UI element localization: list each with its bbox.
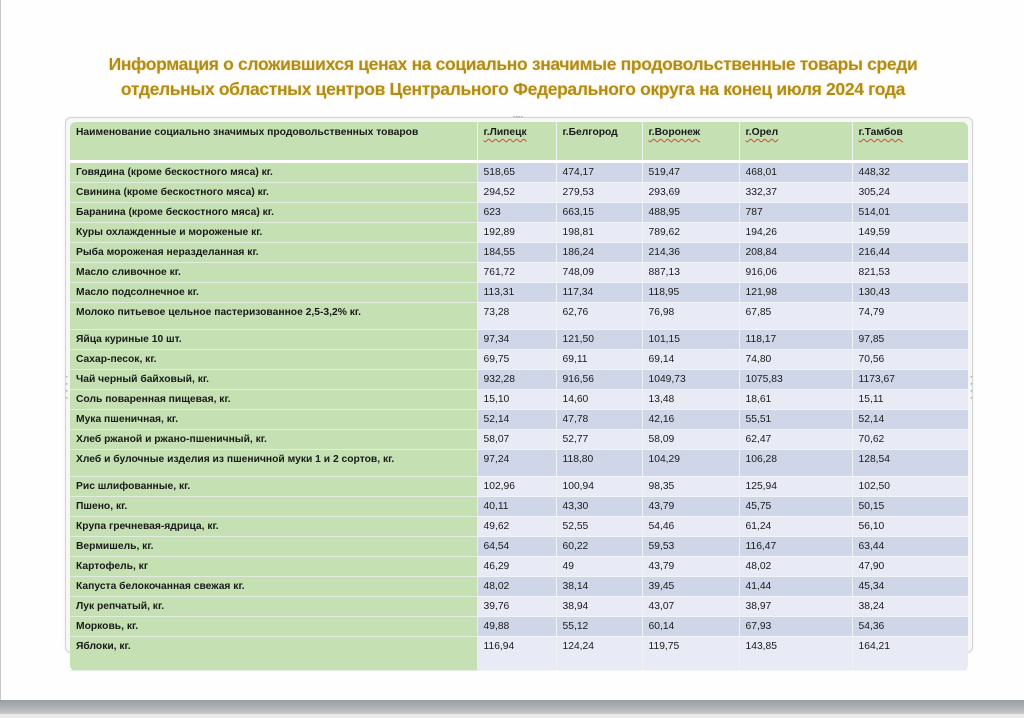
price-cell: 38,24 [852, 597, 968, 617]
price-cell: 13,48 [642, 390, 739, 410]
price-cell: 149,59 [852, 223, 968, 243]
price-cell: 821,53 [852, 263, 968, 283]
product-name-cell: Яйца куриные 10 шт. [70, 330, 477, 350]
prices-table [70, 122, 968, 671]
price-cell: 118,95 [642, 283, 739, 303]
price-cell: 49,62 [477, 517, 556, 537]
price-cell: 67,93 [739, 617, 852, 637]
product-name-cell: Рис шлифованные, кг. [70, 477, 477, 497]
price-cell: 887,13 [642, 263, 739, 283]
price-cell: 48,02 [477, 577, 556, 597]
price-cell: 52,14 [477, 410, 556, 430]
price-cell: 116,94 [477, 637, 556, 671]
price-cell: 916,06 [739, 263, 852, 283]
resize-handle-top[interactable]: ▪▪▪▪ [513, 114, 523, 121]
price-cell: 48,02 [739, 557, 852, 577]
price-cell: 130,43 [852, 283, 968, 303]
price-cell: 184,55 [477, 243, 556, 263]
price-cell: 1049,73 [642, 370, 739, 390]
price-cell: 39,45 [642, 577, 739, 597]
price-cell: 15,11 [852, 390, 968, 410]
product-name-cell: Лук репчатый, кг. [70, 597, 477, 617]
price-cell: 43,79 [642, 557, 739, 577]
price-cell: 488,95 [642, 203, 739, 223]
price-cell: 474,17 [556, 162, 642, 183]
price-cell: 38,97 [739, 597, 852, 617]
price-cell: 100,94 [556, 477, 642, 497]
price-cell: 761,72 [477, 263, 556, 283]
product-name-cell: Куры охлажденные и мороженые кг. [70, 223, 477, 243]
price-cell: 789,62 [642, 223, 739, 243]
price-cell: 101,15 [642, 330, 739, 350]
price-cell: 118,80 [556, 450, 642, 477]
price-cell: 1173,67 [852, 370, 968, 390]
column-header-product: Наименование социально значимых продовольственных товаров [70, 122, 477, 162]
table-row [70, 430, 968, 450]
price-cell: 46,29 [477, 557, 556, 577]
column-header-city [556, 122, 642, 162]
price-cell: 58,09 [642, 430, 739, 450]
price-cell: 113,31 [477, 283, 556, 303]
city-label: г.Воронеж [648, 127, 701, 138]
price-cell: 49,88 [477, 617, 556, 637]
price-cell: 47,90 [852, 557, 968, 577]
product-name-cell: Чай черный байховый, кг. [70, 370, 477, 390]
table-row [70, 263, 968, 283]
column-header-city [477, 122, 556, 162]
price-cell: 74,80 [739, 350, 852, 370]
product-name-cell: Хлеб ржаной и ржано-пшеничный, кг. [70, 430, 477, 450]
product-name-cell: Мука пшеничная, кг. [70, 410, 477, 430]
product-name-cell: Рыба мороженая неразделанная кг. [70, 243, 477, 263]
product-name-cell: Пшено, кг. [70, 497, 477, 517]
column-header-city [739, 122, 852, 162]
price-cell: 52,77 [556, 430, 642, 450]
price-cell: 305,24 [852, 183, 968, 203]
price-cell: 119,75 [642, 637, 739, 671]
price-cell: 294,52 [477, 183, 556, 203]
price-cell: 39,76 [477, 597, 556, 617]
table-row [70, 203, 968, 223]
price-cell: 40,11 [477, 497, 556, 517]
price-cell: 125,94 [739, 477, 852, 497]
city-label: г.Орел [745, 127, 779, 138]
table-row [70, 537, 968, 557]
price-cell: 468,01 [739, 162, 852, 183]
price-cell: 54,36 [852, 617, 968, 637]
table-row [70, 517, 968, 537]
product-name-cell: Свинина (кроме бескостного мяса) кг. [70, 183, 477, 203]
price-cell: 47,78 [556, 410, 642, 430]
price-cell: 55,12 [556, 617, 642, 637]
price-cell: 15,10 [477, 390, 556, 410]
price-cell: 45,34 [852, 577, 968, 597]
price-cell: 67,85 [739, 303, 852, 330]
table-row [70, 477, 968, 497]
table-row [70, 497, 968, 517]
price-cell: 76,98 [642, 303, 739, 330]
price-cell: 279,53 [556, 183, 642, 203]
price-cell: 124,24 [556, 637, 642, 671]
price-cell: 69,11 [556, 350, 642, 370]
price-cell: 116,47 [739, 537, 852, 557]
title-line-1: Информация о сложившихся ценах на социально значимые продовольственные товары среди [108, 54, 918, 74]
price-cell: 73,28 [477, 303, 556, 330]
price-cell: 52,55 [556, 517, 642, 537]
price-cell: 54,46 [642, 517, 739, 537]
price-cell: 38,94 [556, 597, 642, 617]
table-row [70, 350, 968, 370]
price-cell: 102,96 [477, 477, 556, 497]
price-cell: 194,26 [739, 223, 852, 243]
price-cell: 70,56 [852, 350, 968, 370]
city-label: г.Липецк [483, 127, 527, 138]
price-cell: 74,79 [852, 303, 968, 330]
price-cell: 50,15 [852, 497, 968, 517]
table-header-row [70, 122, 968, 162]
price-cell: 748,09 [556, 263, 642, 283]
price-cell: 293,69 [642, 183, 739, 203]
product-name-cell: Молоко питьевое цельное пастеризованное 2,5-3,2% кг. [70, 303, 477, 330]
product-name-cell: Крупа гречневая-ядрица, кг. [70, 517, 477, 537]
table-row [70, 283, 968, 303]
price-cell: 1075,83 [739, 370, 852, 390]
product-name-cell: Картофель, кг [70, 557, 477, 577]
price-cell: 332,37 [739, 183, 852, 203]
price-cell: 43,30 [556, 497, 642, 517]
price-cell: 55,51 [739, 410, 852, 430]
document-title [41, 52, 985, 102]
price-cell: 63,44 [852, 537, 968, 557]
price-cell: 42,16 [642, 410, 739, 430]
product-name-cell: Морковь, кг. [70, 617, 477, 637]
table-row [70, 303, 968, 330]
resize-handle-left[interactable]: ▪▪▪▪ [63, 374, 70, 402]
price-cell: 186,24 [556, 243, 642, 263]
product-name-cell: Баранина (кроме бескостного мяса) кг. [70, 203, 477, 223]
resize-handle-right[interactable]: ▪▪▪▪ [968, 374, 975, 402]
price-cell: 98,35 [642, 477, 739, 497]
price-cell: 70,62 [852, 430, 968, 450]
window-bottom-bar [0, 700, 1024, 718]
product-name-cell: Капуста белокочанная свежая кг. [70, 577, 477, 597]
price-cell: 214,36 [642, 243, 739, 263]
table-row [70, 370, 968, 390]
price-cell: 623 [477, 203, 556, 223]
price-cell: 121,50 [556, 330, 642, 350]
product-name-cell: Хлеб и булочные изделия из пшеничной муки 1 и 2 сортов, кг. [70, 450, 477, 477]
price-cell: 18,61 [739, 390, 852, 410]
product-name-cell: Вермишель, кг. [70, 537, 477, 557]
price-cell: 192,89 [477, 223, 556, 243]
price-cell: 448,32 [852, 162, 968, 183]
table-body [70, 162, 968, 671]
price-cell: 41,44 [739, 577, 852, 597]
price-cell: 64,54 [477, 537, 556, 557]
price-cell: 49 [556, 557, 642, 577]
product-name-cell: Яблоки, кг. [70, 637, 477, 671]
product-name-cell: Масло подсолнечное кг. [70, 283, 477, 303]
table-row [70, 557, 968, 577]
column-header-city [642, 122, 739, 162]
price-cell: 97,34 [477, 330, 556, 350]
price-cell: 787 [739, 203, 852, 223]
column-header-city [852, 122, 968, 162]
price-cell: 52,14 [852, 410, 968, 430]
price-cell: 38,14 [556, 577, 642, 597]
product-name-cell: Соль поваренная пищевая, кг. [70, 390, 477, 410]
product-name-cell: Масло сливочное кг. [70, 263, 477, 283]
table-row [70, 183, 968, 203]
price-cell: 43,79 [642, 497, 739, 517]
price-cell: 519,47 [642, 162, 739, 183]
table-row [70, 390, 968, 410]
price-cell: 60,22 [556, 537, 642, 557]
price-cell: 128,54 [852, 450, 968, 477]
price-cell: 60,14 [642, 617, 739, 637]
table-row [70, 450, 968, 477]
price-cell: 198,81 [556, 223, 642, 243]
table-row [70, 410, 968, 430]
table-frame [63, 114, 975, 653]
price-cell: 62,47 [739, 430, 852, 450]
price-cell: 514,01 [852, 203, 968, 223]
status-strip [0, 714, 1024, 718]
price-cell: 61,24 [739, 517, 852, 537]
price-cell: 663,15 [556, 203, 642, 223]
price-cell: 916,56 [556, 370, 642, 390]
price-cell: 45,75 [739, 497, 852, 517]
table-row [70, 162, 968, 183]
price-cell: 104,29 [642, 450, 739, 477]
price-cell: 56,10 [852, 517, 968, 537]
price-cell: 121,98 [739, 283, 852, 303]
price-cell: 14,60 [556, 390, 642, 410]
price-cell: 118,17 [739, 330, 852, 350]
price-cell: 102,50 [852, 477, 968, 497]
table-row [70, 330, 968, 350]
price-cell: 932,28 [477, 370, 556, 390]
table-row [70, 637, 968, 671]
price-cell: 97,24 [477, 450, 556, 477]
price-cell: 106,28 [739, 450, 852, 477]
table-row [70, 223, 968, 243]
price-cell: 69,14 [642, 350, 739, 370]
price-cell: 117,34 [556, 283, 642, 303]
city-label: г.Белгород [562, 127, 618, 138]
table-row [70, 597, 968, 617]
table-row [70, 577, 968, 597]
price-cell: 58,07 [477, 430, 556, 450]
price-cell: 518,65 [477, 162, 556, 183]
price-cell: 143,85 [739, 637, 852, 671]
table-row [70, 617, 968, 637]
price-cell: 62,76 [556, 303, 642, 330]
price-cell: 164,21 [852, 637, 968, 671]
price-cell: 59,53 [642, 537, 739, 557]
price-cell: 208,84 [739, 243, 852, 263]
product-name-cell: Говядина (кроме бескостного мяса) кг. [70, 162, 477, 183]
title-line-2: отдельных областных центров Центрального Федерального округа на конец июля 2024 года [120, 79, 906, 99]
table-row [70, 243, 968, 263]
price-cell: 216,44 [852, 243, 968, 263]
price-cell: 69,75 [477, 350, 556, 370]
price-cell: 97,85 [852, 330, 968, 350]
city-label: г.Тамбов [858, 127, 903, 138]
product-name-cell: Сахар-песок, кг. [70, 350, 477, 370]
price-cell: 43,07 [642, 597, 739, 617]
